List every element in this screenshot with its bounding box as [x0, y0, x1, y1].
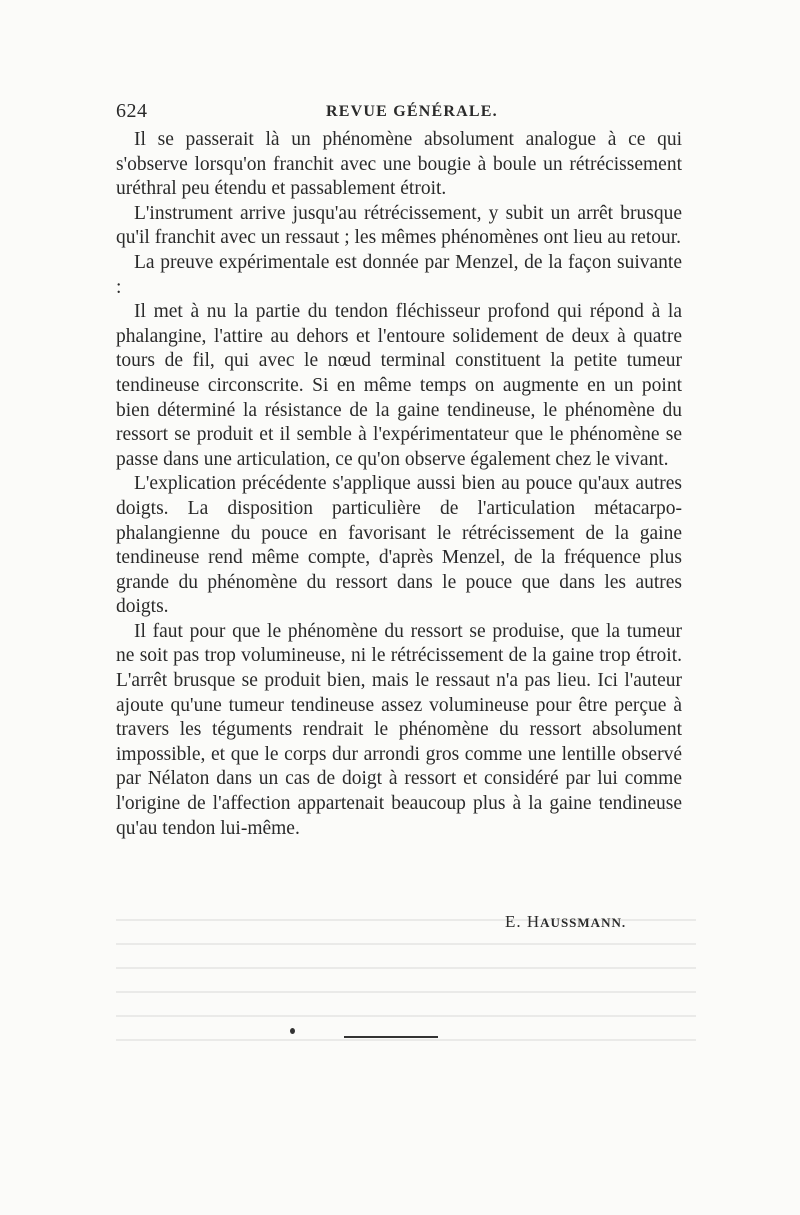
running-head	[116, 100, 682, 126]
journal-title: REVUE GÉNÉRALE.	[326, 103, 498, 120]
show-through-bleed	[116, 905, 696, 1055]
paragraph-4: Il met à nu la partie du tendon fléchisseur profond qui répond à la phalangine, l'attire au dehors et l'entoure solidement de deux à quatre tours de fil, qui avec le nœud terminal constituent la petite tumeur tendineuse circonscrite. Si en même temps on augmente en un point bien déterminé la résistance de la gaine tendineuse, le phénomène du ressort se produit et il semble à l'expérimentateur que le phénomène se passe dans une articulation, ce qu'on observe également chez le vivant.	[116, 301, 682, 470]
article-body	[116, 128, 682, 841]
signature-initial: E. H	[505, 912, 541, 931]
signature-surname: AUSSMANN.	[540, 915, 627, 930]
end-rule	[344, 1036, 438, 1038]
paragraph-5: L'explication précédente s'applique aussi bien au pouce qu'aux autres doigts. La disposition particulière de l'articulation métacarpo-phalangienne du pouce en favorisant le rétrécissement de la gaine tendineuse rend même compte, d'après Menzel, de la fréquence plus grande du phénomène du ressort dans le pouce que dans les autres doigts.	[116, 473, 682, 618]
paragraph-2: L'instrument arrive jusqu'au rétrécissement, y subit un arrêt brusque qu'il franchit avec un ressaut ; les mêmes phénomènes ont lieu au retour.	[116, 202, 682, 249]
paragraph-3: La preuve expérimentale est donnée par Menzel, de la façon suivante :	[116, 251, 682, 298]
page-number: 624	[116, 100, 148, 122]
paragraph-1: Il se passerait là un phénomène absolument analogue à ce qui s'observe lorsqu'on franchit avec une bougie à boule un rétrécissement uréthral peu étendu et passablement étroit.	[116, 129, 682, 200]
ink-speck	[290, 1028, 295, 1034]
paragraph-6: Il faut pour que le phénomène du ressort se produise, que la tumeur ne soit pas trop volumineuse, ni le rétrécissement de la gaine trop étroit. L'arrêt brusque se produit bien, mais le ressaut n'a pas lieu. Ici l'auteur ajoute qu'une tumeur tendineuse assez volumineuse pour être perçue à travers les téguments rendrait le phénomène du ressort absolument impossible, et que le corps dur arrondi gros comme une lentille observé par Nélaton dans un cas de doigt à ressort et considéré par lui comme l'origine de l'affection appartenait beaucoup plus à la gaine tendineuse qu'au tendon lui-même.	[116, 620, 682, 839]
